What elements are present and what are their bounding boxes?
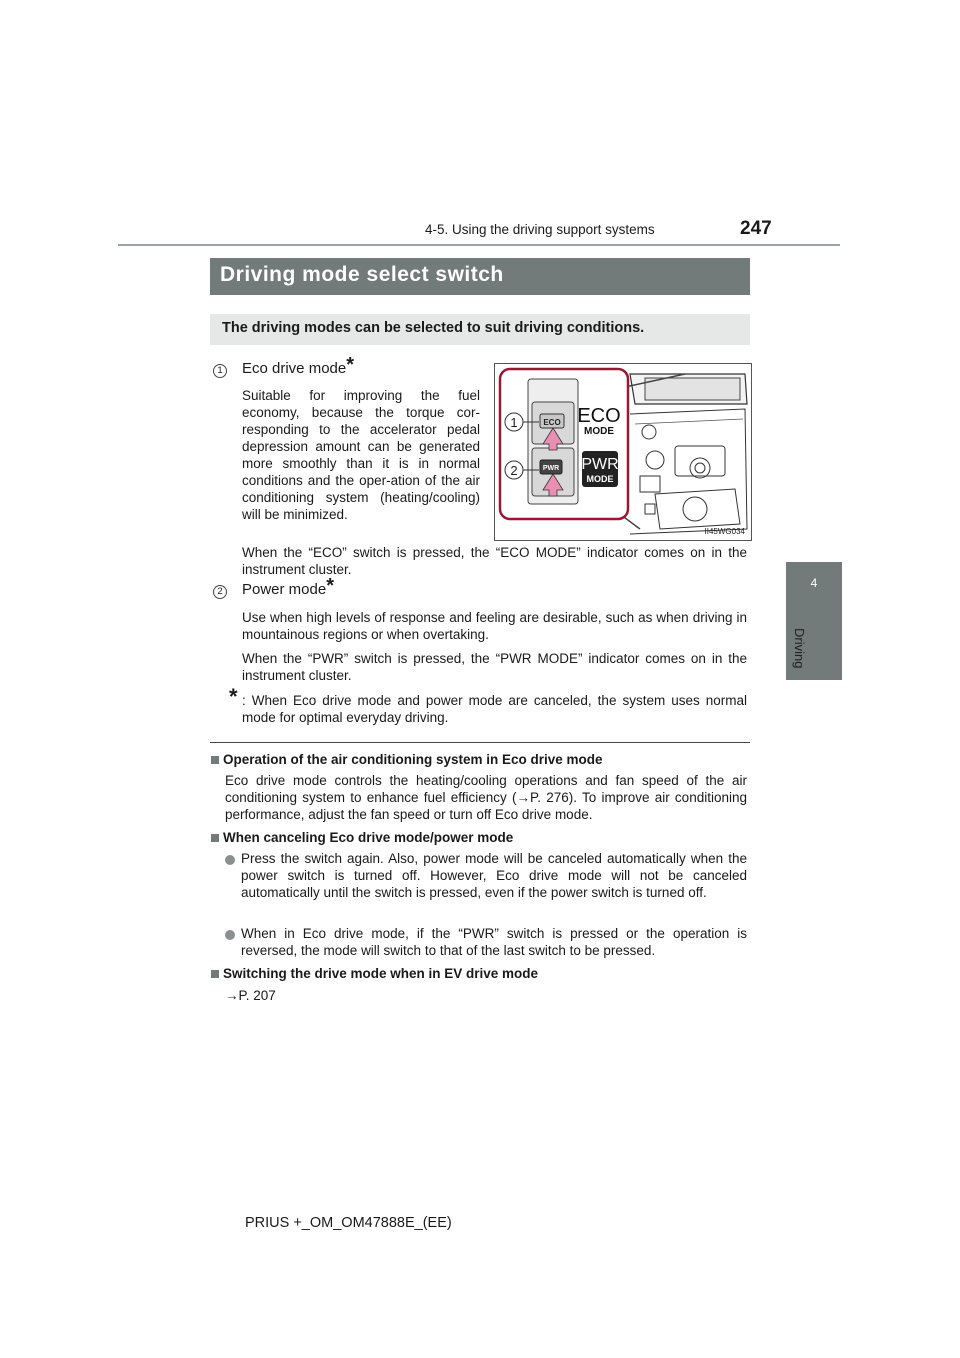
figure-code: II45WG034 xyxy=(704,527,745,536)
bullet-icon xyxy=(225,926,239,944)
callout-number-2: 2 xyxy=(213,585,227,599)
square-bullet-icon xyxy=(211,834,219,842)
chapter-number: 4 xyxy=(810,576,818,590)
bullet-icon xyxy=(225,851,239,869)
svg-text:ECO: ECO xyxy=(543,418,561,427)
note-heading-ev: Switching the drive mode when in EV drive mode xyxy=(211,966,538,981)
note-body-ev[interactable]: →P. 207 xyxy=(225,988,276,1003)
page-title: Driving mode select switch xyxy=(220,263,504,286)
callout-number-1: 1 xyxy=(213,364,227,378)
mode-title-eco: Eco drive mode* xyxy=(242,354,355,377)
note-body-ac: Eco drive mode controls the heating/cooling operations and fan speed of the air conditioning system to enhance fuel efficiency (→P. 276). To improve air conditioning performance, adjust the fan speed or turn off Eco drive mode. xyxy=(225,773,747,822)
switch-illustration-svg xyxy=(495,364,751,540)
svg-text:ECO: ECO xyxy=(577,405,621,427)
square-bullet-icon xyxy=(211,756,219,764)
svg-text:MODE: MODE xyxy=(586,474,614,484)
note-heading-cancel: When canceling Eco drive mode/power mode xyxy=(211,830,513,845)
mode-title-power: Power mode* xyxy=(242,575,335,598)
section-title: 4-5. Using the driving support systems xyxy=(425,222,655,237)
note-bullet-1: Press the switch again. Also, power mode will be canceled automatically when the power switch is turned off. However, Eco drive mode will not be canceled automatically until the switch is pressed, even if the power switch is turned off. xyxy=(241,851,747,900)
footnote-mark: * xyxy=(229,684,238,709)
svg-text:PWR: PWR xyxy=(542,465,560,472)
intro-bar xyxy=(210,314,750,345)
chapter-label: Driving xyxy=(792,628,807,669)
intro-text: The driving modes can be selected to suit driving conditions. xyxy=(222,320,645,336)
note-bullet-2: When in Eco drive mode, if the “PWR” switch is pressed or the operation is reversed, the mode will switch to that of the last switch to be pressed. xyxy=(241,926,747,958)
mode-desc-power: Use when high levels of response and feeling are desirable, such as when driving in mountainous regions or when overtaking. xyxy=(242,610,747,642)
page-title-bar xyxy=(210,258,750,295)
square-bullet-icon xyxy=(211,970,219,978)
footnote-text: : When Eco drive mode and power mode are canceled, the system uses normal mode for optimal everyday driving. xyxy=(242,693,747,725)
note-heading-ac: Operation of the air conditioning system in Eco drive mode xyxy=(211,752,603,767)
svg-text:1: 1 xyxy=(510,415,518,430)
switch-illustration xyxy=(494,363,752,541)
svg-text:MODE: MODE xyxy=(584,426,614,437)
mode-note-power: When the “PWR” switch is pressed, the “PWR MODE” indicator comes on in the instrument cluster. xyxy=(242,651,747,683)
mode-desc-eco: Suitable for improving the fuel economy, because the torque cor-responding to the accelerator pedal depression amount can be generated more smoothly than it is in normal conditions and the oper-ation of the air conditioning system (heating/cooling) will be minimized. xyxy=(242,388,480,522)
notes-divider xyxy=(210,742,750,743)
svg-text:2: 2 xyxy=(510,463,518,478)
document-footer: PRIUS +_OM_OM47888E_(EE) xyxy=(245,1215,452,1231)
page-number: 247 xyxy=(740,218,772,239)
mode-note-eco: When the “ECO” switch is pressed, the “ECO MODE” indicator comes on in the instrument cluster. xyxy=(242,545,747,577)
header-divider xyxy=(118,244,840,246)
svg-text:PWR: PWR xyxy=(581,456,619,473)
